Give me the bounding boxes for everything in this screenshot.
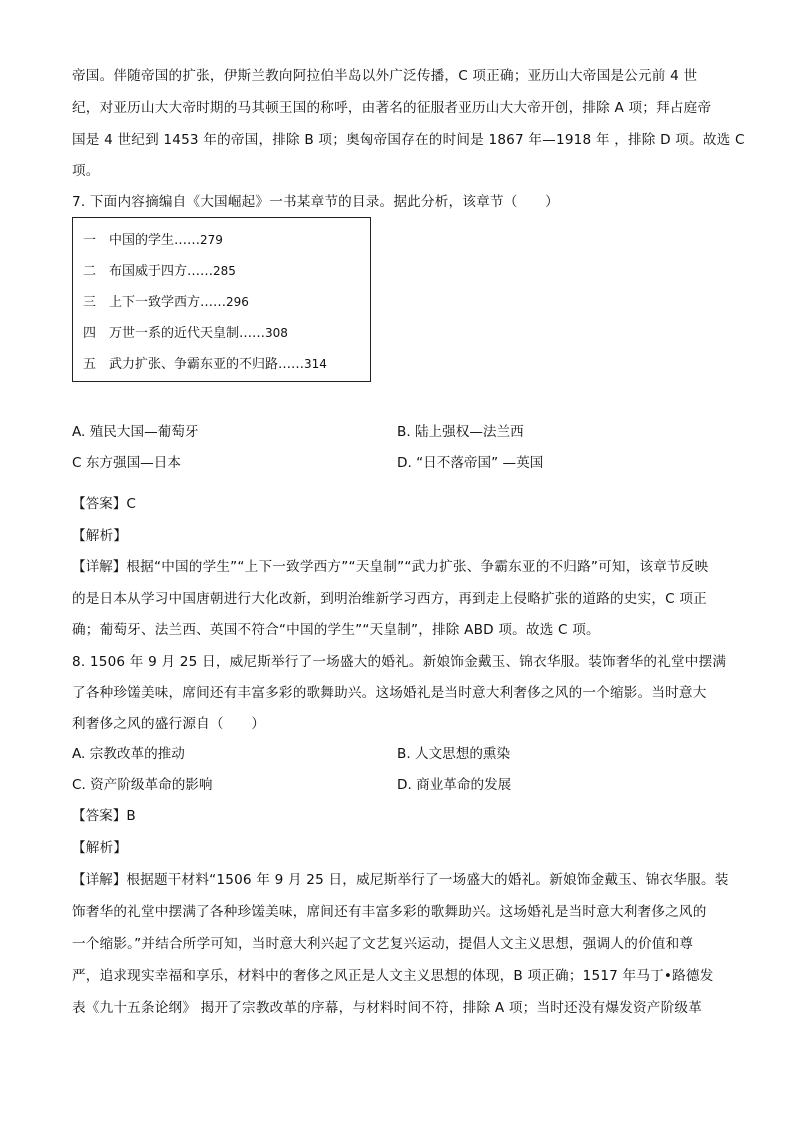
q8-detail-line-1: [72, 870, 729, 890]
answer-value: C: [126, 496, 137, 512]
q8-stem-line-3: 利奢侈之风的盛行源自（ ）: [72, 716, 266, 732]
q7-detail-line-2: 的是日本从学习中国唐朝进行大化改新，到明治维新学习西方，再到走上侵略扩张的道路的史实，C 项正: [72, 591, 707, 607]
toc-item-number: 二: [83, 264, 97, 279]
q7-stem: 7. 下面内容摘编自《大国崛起》一书某章节的目录。据此分析，该章节（ ）: [72, 194, 559, 210]
q8-stem-line-1: 8. 1506 年 9 月 25 日，威尼斯举行了一场盛大的婚礼。新娘饰金戴玉、锦衣华服。装饰奢华的礼堂中摆满: [72, 654, 727, 670]
q7-answer: [72, 494, 136, 514]
q7-analysis-heading: 【解析】: [72, 528, 128, 544]
q8-option-a: A. 宗教改革的推动: [72, 746, 185, 762]
toc-item-title: 中国的学生……: [109, 233, 201, 248]
toc-item-number: 五: [83, 357, 97, 372]
q8-detail-line-3: 一个缩影。”并结合所学可知，当时意大利兴起了文艺复兴运动，提倡人文主义思想，强调人的价值和尊: [72, 936, 694, 952]
toc-item: [83, 292, 249, 313]
q7-option-c: C 东方强国—日本: [72, 455, 181, 471]
toc-item-number: 四: [83, 326, 97, 341]
q8-answer: [72, 806, 136, 826]
toc-item-number: 一: [83, 233, 97, 248]
toc-item-page: 279: [200, 233, 223, 247]
q7-option-d: D. “日不落帝国” —英国: [397, 455, 544, 471]
toc-item-number: 三: [83, 295, 97, 310]
toc-item: [83, 323, 288, 344]
detail-text: 根据“中国的学生”“上下一致学西方”“天皇制”“武力扩张、争霸东亚的不归路”可知，该章节反映: [126, 559, 709, 575]
toc-item-page: 314: [304, 357, 327, 371]
toc-box: [72, 217, 371, 382]
q7-detail-line-3: 确；葡萄牙、法兰西、英国不符合“中国的学生”“天皇制”，排除 ABD 项。故选 C 项。: [72, 622, 600, 638]
q7-option-a: A. 殖民大国—葡萄牙: [72, 424, 199, 440]
q6-analysis-line-2: 纪，对亚历山大大帝时期的马其顿王国的称呼，由著名的征服者亚历山大大帝开创，排除 A 项；拜占庭帝: [72, 100, 712, 116]
answer-value: B: [126, 808, 136, 824]
toc-item-page: 308: [265, 326, 288, 340]
toc-item: [83, 261, 236, 282]
detail-text: 根据题干材料“1506 年 9 月 25 日，威尼斯举行了一场盛大的婚礼。新娘饰金戴玉、锦衣华服。装: [126, 872, 729, 888]
detail-tag: 【详解】: [72, 872, 127, 888]
q8-option-b: B. 人文思想的熏染: [397, 746, 511, 762]
answer-tag: 【答案】: [72, 496, 127, 512]
toc-item-page: 285: [213, 264, 236, 278]
q8-detail-line-4: 严，追求现实幸福和享乐，材料中的奢侈之风正是人文主义思想的体现，B 项正确；1517 年马丁•路德发: [72, 968, 714, 984]
q6-analysis-line-3: 国是 4 世纪到 1453 年的帝国，排除 B 项；奥匈帝国存在的时间是 1867 年—1918 年 ，排除 D 项。故选 C: [72, 132, 745, 148]
toc-item: [83, 230, 223, 251]
toc-item: [83, 354, 327, 375]
q8-detail-line-2: 饰奢华的礼堂中摆满了各种珍馐美味，席间还有丰富多彩的歌舞助兴。这场婚礼是当时意大利奢侈之风的: [72, 904, 707, 920]
toc-item-title: 上下一致学西方……: [109, 295, 227, 310]
q8-option-d: D. 商业革命的发展: [397, 777, 512, 793]
q8-analysis-heading: 【解析】: [72, 840, 128, 856]
toc-item-title: 布国威于四方……: [109, 264, 214, 279]
toc-item-page: 296: [226, 295, 249, 309]
q8-stem-line-2: 了各种珍馐美味，席间还有丰富多彩的歌舞助兴。这场婚礼是当时意大利奢侈之风的一个缩影。当时意大: [72, 685, 707, 701]
q7-option-b: B. 陆上强权—法兰西: [397, 424, 524, 440]
q6-analysis-line-4: 项。: [72, 163, 100, 179]
q7-detail-line-1: [72, 557, 708, 577]
q6-analysis-line-1: 帝国。伴随帝国的扩张，伊斯兰教向阿拉伯半岛以外广泛传播，C 项正确；亚历山大帝国是公元前 4 世: [72, 68, 698, 84]
q8-detail-line-5: 表《九十五条论纲》 揭开了宗教改革的序幕，与材料时间不符，排除 A 项；当时还没有爆发资产阶级革: [72, 1000, 702, 1016]
detail-tag: 【详解】: [72, 559, 127, 575]
answer-tag: 【答案】: [72, 808, 127, 824]
toc-item-title: 武力扩张、争霸东亚的不归路……: [109, 357, 305, 372]
q8-option-c: C. 资产阶级革命的影响: [72, 777, 213, 793]
toc-item-title: 万世一系的近代天皇制……: [109, 326, 266, 341]
